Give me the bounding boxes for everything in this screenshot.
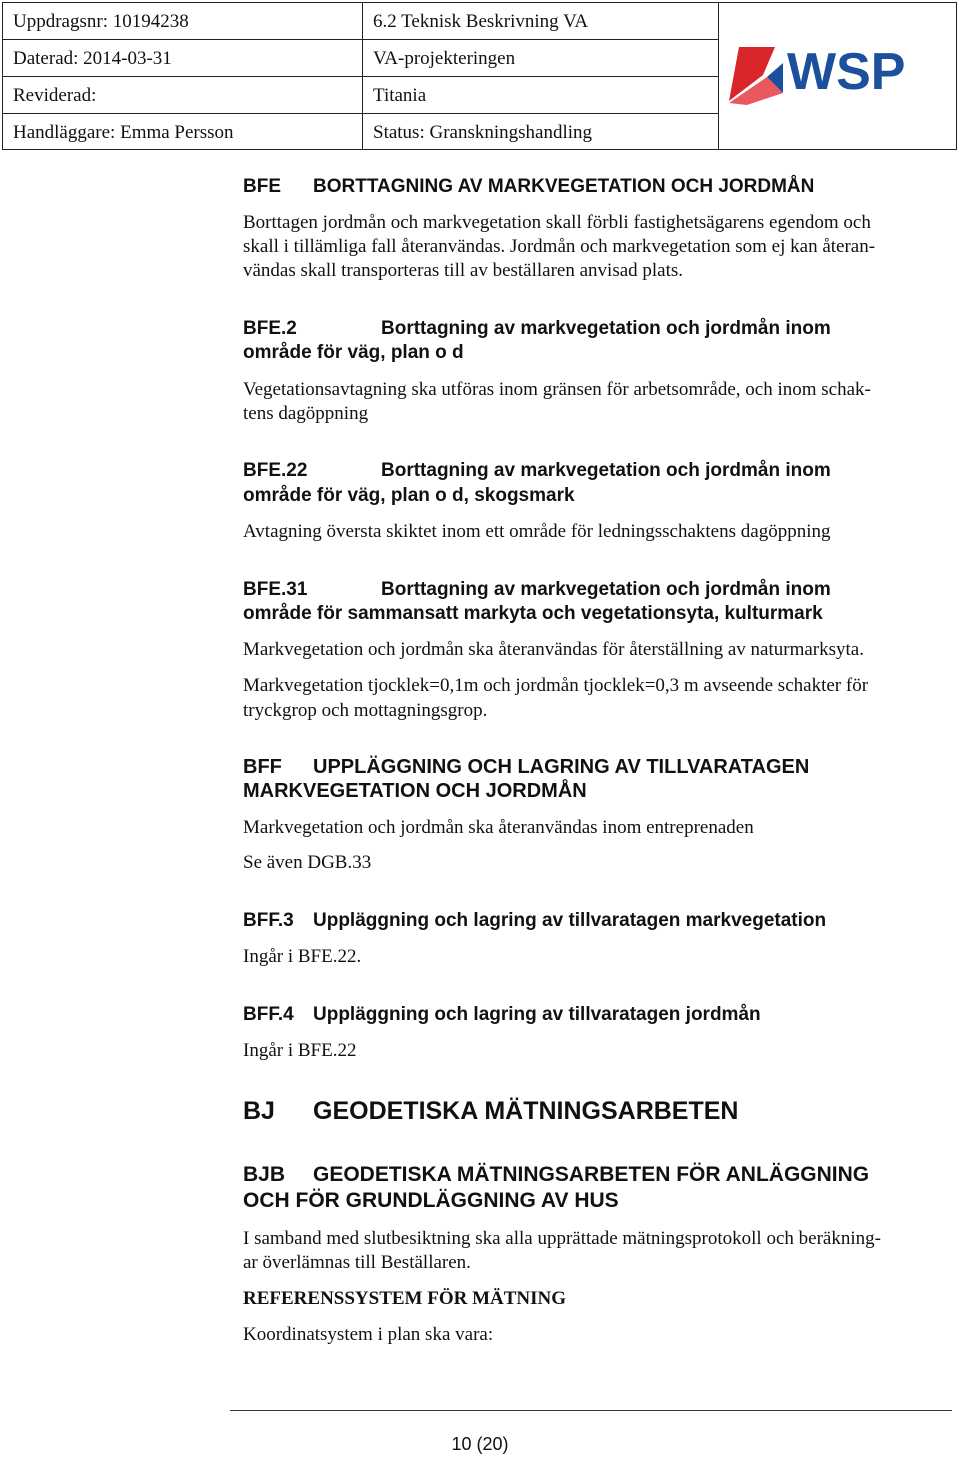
bfe-title: BORTTAGNING AV MARKVEGETATION OCH JORDMÅN bbox=[313, 176, 815, 197]
document-header bbox=[2, 2, 957, 150]
project-number: Uppdragsnr: 10194238 bbox=[3, 3, 362, 40]
bff-para-2: Se även DGB.33 bbox=[243, 852, 372, 873]
bfe-code: BFE bbox=[243, 176, 281, 197]
bff3-title: Uppläggning och lagring av tillvaratagen markvegetation bbox=[313, 910, 827, 931]
bjb-line-1: I samband med slutbesiktning ska alla upprättade mätningsprotokoll och beräkning- bbox=[243, 1228, 881, 1249]
bjb-title-1: GEODETISKA MÄTNINGSARBETEN FÖR ANLÄGGNING bbox=[313, 1163, 870, 1186]
status: Status: Granskningshandling bbox=[373, 122, 593, 143]
bfe31-code: BFE.31 bbox=[243, 579, 308, 600]
bff4-code: BFF.4 bbox=[243, 1004, 294, 1025]
page-number: 10 (20) bbox=[451, 1434, 509, 1454]
bjb-code: BJB bbox=[243, 1163, 286, 1186]
project-name: VA-projekteringen bbox=[363, 40, 718, 77]
bfe22-title-1: Borttagning av markvegetation och jordmån inom bbox=[381, 460, 831, 481]
bfe-line-1: Borttagen jordmån och markvegetation skall förbli fastighetsägarens egendom och bbox=[243, 212, 871, 233]
bff-para-1: Markvegetation och jordmån ska återanvändas inom entreprenaden bbox=[243, 817, 754, 838]
footer-rule bbox=[230, 1410, 952, 1411]
bjb-line-2: ar överlämnas till Beställaren. bbox=[243, 1252, 471, 1273]
bfe31-para-1: Markvegetation och jordmån ska återanvändas för återställning av naturmarksyta. bbox=[243, 639, 864, 660]
date: Daterad: 2014-03-31 bbox=[3, 40, 362, 77]
reference-system-heading: REFERENSSYSTEM FÖR MÄTNING bbox=[243, 1288, 567, 1309]
bfe2-title-1: Borttagning av markvegetation och jordmån inom bbox=[381, 318, 831, 339]
bfe31-title-2: område för sammansatt markyta och vegetationsyta, kulturmark bbox=[243, 603, 823, 624]
bfe2-line-1: Vegetationsavtagning ska utföras inom gränsen för arbetsområde, och inom schak- bbox=[243, 379, 871, 400]
revised: Reviderad: bbox=[3, 77, 362, 114]
bfe22-title-2: område för väg, plan o d, skogsmark bbox=[243, 485, 575, 506]
bff3-text: Ingår i BFE.22. bbox=[243, 946, 362, 967]
header-logo-column bbox=[719, 3, 956, 149]
bj-code: BJ bbox=[243, 1097, 275, 1125]
bff3-code: BFF.3 bbox=[243, 910, 294, 931]
bfe-line-3: vändas skall transporteras till av beställaren anvisad plats. bbox=[243, 260, 684, 281]
bfe31-para-2-line-1: Markvegetation tjocklek=0,1m och jordmån tjocklek=0,3 m avseende schakter för bbox=[243, 675, 869, 696]
bfe22-line-1: Avtagning översta skiktet inom ett område för ledningsschaktens dagöppning bbox=[243, 521, 831, 542]
bfe2-code: BFE.2 bbox=[243, 318, 297, 339]
bj-title: GEODETISKA MÄTNINGSARBETEN bbox=[313, 1097, 739, 1125]
bfe31-title-1: Borttagning av markvegetation och jordmån inom bbox=[381, 579, 831, 600]
bfe2-title-2: område för väg, plan o d bbox=[243, 342, 464, 363]
coordinate-system-text: Koordinatsystem i plan ska vara: bbox=[243, 1324, 494, 1345]
bfe31-para-2-line-2: tryckgrop och mottagningsgrop. bbox=[243, 700, 488, 721]
bfe2-line-2: tens dagöppning bbox=[243, 403, 369, 424]
location: Titania bbox=[363, 77, 718, 114]
bff-title-1: UPPLÄGGNING OCH LAGRING AV TILLVARATAGEN bbox=[313, 756, 810, 778]
bff-code: BFF bbox=[243, 756, 282, 778]
bff4-title: Uppläggning och lagring av tillvaratagen jordmån bbox=[313, 1004, 761, 1025]
logo-wordmark: WSP bbox=[787, 43, 906, 101]
header-left-column bbox=[3, 3, 363, 149]
bff-title-2: MARKVEGETATION OCH JORDMÅN bbox=[243, 780, 587, 802]
wsp-logo bbox=[727, 33, 949, 113]
bff4-text: Ingår i BFE.22 bbox=[243, 1040, 357, 1061]
bjb-title-2: OCH FÖR GRUNDLÄGGNING AV HUS bbox=[243, 1189, 619, 1212]
bfe-line-2: skall i tillämliga fall återanvändas. Jordmån och markvegetation som ej kan återan- bbox=[243, 236, 876, 257]
header-middle-column bbox=[363, 3, 719, 149]
document-title: 6.2 Teknisk Beskrivning VA bbox=[363, 3, 718, 40]
handler: Handläggare: Emma Persson bbox=[13, 122, 234, 143]
bfe22-code: BFE.22 bbox=[243, 460, 308, 481]
